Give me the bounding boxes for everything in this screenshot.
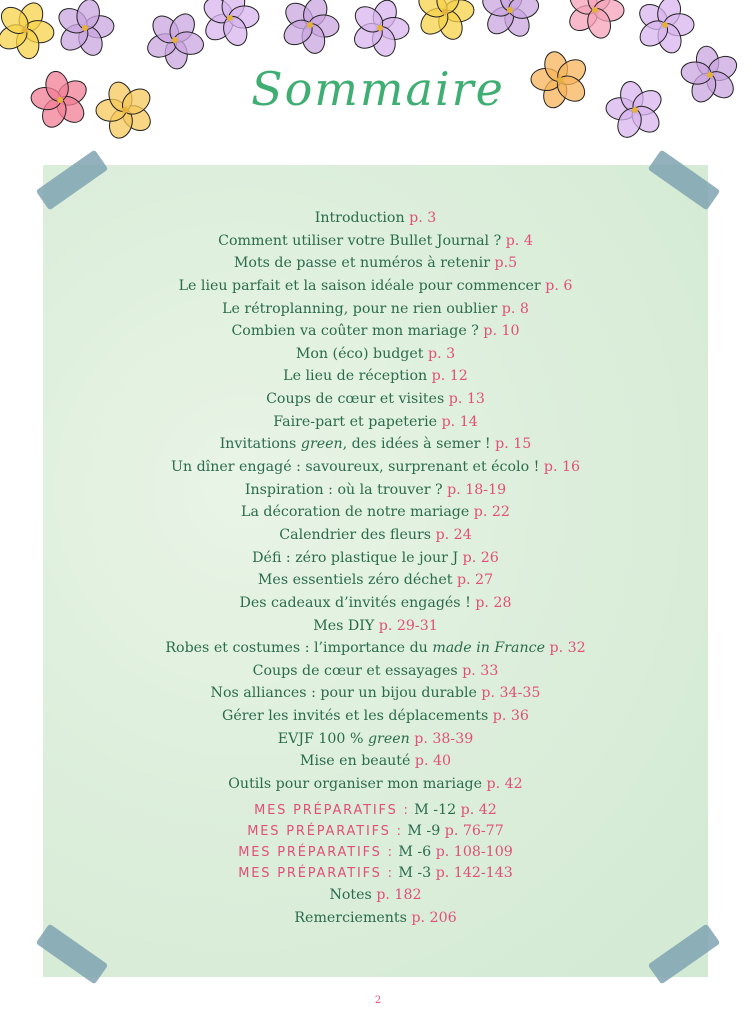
entry-title: Outils pour organiser mon mariage [228,776,483,793]
toc-entry[interactable] [43,388,708,411]
toc-entry[interactable] [43,637,708,660]
toc-entry-preparatifs[interactable] [43,821,708,842]
preparatifs-label: MES PRÉPARATIFS : [254,802,410,818]
entry-title: Calendrier des fleurs [279,526,432,543]
entry-page: p. 8 [501,300,529,317]
toc-entry[interactable] [43,728,708,751]
entry-title-rest: , des idées à semer ! [342,436,491,453]
flower-icon [635,0,694,56]
preparatifs-month: M -3 [398,865,432,882]
flower-icon [200,0,260,49]
entry-title: Mots de passe et numéros à retenir [233,255,490,272]
entry-title: Robes et costumes : l’importance du [165,640,428,657]
toc-entry[interactable] [43,907,708,930]
flower-icon [280,0,340,56]
entry-page: p. 182 [376,887,422,904]
entry-page: p.5 [494,255,518,272]
toc-entry[interactable] [43,569,708,592]
entry-page: p. 18-19 [447,481,507,498]
toc-entry-preparatifs[interactable] [43,842,708,863]
entry-title: Combien va coûter mon mariage ? [231,323,479,340]
entry-title: Le lieu parfait et la saison idéale pour commencer [178,277,541,294]
entry-page: p. 24 [435,526,472,543]
flower-icon [350,0,410,59]
entry-page: p. 108-109 [435,844,513,861]
entry-title-italic: green [300,436,343,453]
entry-title: Inspiration : où la trouver ? [244,481,443,498]
toc-entry[interactable] [43,433,708,456]
flower-icon [565,0,624,41]
toc-entry[interactable] [43,773,708,796]
toc-entry[interactable] [43,298,708,321]
toc-entry[interactable] [43,479,708,502]
entry-title: Coups de cœur et essayages [252,662,458,679]
entry-page: p. 22 [473,504,510,521]
entry-page: p. 206 [411,910,457,927]
preparatifs-label: MES PRÉPARATIFS : [238,845,394,861]
entry-page: p. 34-35 [481,685,541,702]
entry-title: Mes essentiels zéro déchet [257,572,453,589]
entry-title: Remerciements [294,910,407,927]
toc-entry-preparatifs[interactable] [43,863,708,884]
toc-entry[interactable] [43,456,708,479]
flower-icon [479,0,541,41]
entry-page: p. 16 [543,459,581,476]
entry-title: Coups de cœur et visites [266,391,445,408]
entry-page: p. 3 [409,210,437,226]
flower-icon [54,0,114,59]
entry-page: p. 28 [475,594,512,611]
toc-entry[interactable] [43,320,708,343]
entry-title: Notes [329,887,372,904]
entry-page: p. 142-143 [435,865,513,882]
preparatifs-month: M -9 [407,822,441,839]
toc-entry[interactable] [43,524,708,547]
table-of-contents [43,207,708,930]
toc-entry[interactable] [43,615,708,638]
toc-entry[interactable] [43,501,708,524]
toc-entry[interactable] [43,230,708,253]
entry-title: EVJF 100 % [277,730,364,747]
flower-icon [144,9,206,69]
entry-page: p. 6 [545,277,573,294]
toc-entry[interactable] [43,705,708,728]
entry-page: p. 36 [492,708,529,725]
toc-entry[interactable] [43,275,708,298]
entry-title-italic: green [367,730,410,747]
entry-title: Gérer les invités et les déplacements [222,708,489,725]
preparatifs-month: M -12 [414,801,457,818]
entry-title: Nos alliances : pour un bijou durable [210,685,477,702]
toc-entry[interactable] [43,252,708,275]
entry-page: p. 76-77 [444,822,504,839]
entry-title: Défi : zéro plastique le jour J [252,549,459,566]
entry-page: p. 14 [441,413,478,430]
entry-title: Mes DIY [313,617,375,634]
entry-page: p. 32 [549,640,586,657]
toc-entry[interactable] [43,411,708,434]
preparatifs-label: MES PRÉPARATIFS : [238,866,394,882]
toc-entry[interactable] [43,660,708,683]
entry-title-italic: made in France [432,640,545,657]
toc-entry[interactable] [43,365,708,388]
entry-page: p. 10 [483,323,520,340]
entry-page: p. 4 [505,232,533,249]
entry-title: Un dîner engagé : savoureux, surprenant et écolo ! [170,459,540,476]
entry-page: p. 3 [428,345,456,362]
entry-title: Des cadeaux d’invités engagés ! [239,594,471,611]
entry-title: Mise en beauté [299,753,411,770]
toc-entry[interactable] [43,750,708,773]
entry-page: p. 15 [495,436,532,453]
entry-title: Faire-part et papeterie [273,413,438,430]
entry-title: Introduction [314,210,405,226]
flower-icon [414,0,474,43]
entry-title: La décoration de notre mariage [241,504,470,521]
toc-entry[interactable] [43,343,708,366]
entry-page: p. 13 [448,391,485,408]
entry-page: p. 40 [414,753,452,770]
entry-page: p. 29-31 [378,617,438,634]
entry-page: p. 26 [462,549,499,566]
entry-page: p. 33 [462,662,499,679]
toc-entry[interactable] [43,682,708,705]
entry-page: p. 38-39 [414,730,474,747]
entry-title: Comment utiliser votre Bullet Journal ? [218,232,502,249]
entry-title: Invitations [219,436,297,453]
flower-icon [0,0,55,61]
entry-title: Le rétroplanning, pour ne rien oublier [222,300,498,317]
toc-entry-preparatifs[interactable] [43,800,708,821]
preparatifs-month: M -6 [398,844,432,861]
toc-entry[interactable] [43,884,708,907]
entry-page: p. 42 [460,801,497,818]
page-number: 2 [374,995,382,1006]
toc-entry[interactable] [43,547,708,570]
entry-title: Le lieu de réception [283,368,428,385]
entry-title: Mon (éco) budget [295,345,424,362]
entry-page: p. 42 [486,776,523,793]
entry-page: p. 12 [431,368,468,385]
preparatifs-label: MES PRÉPARATIFS : [247,823,403,839]
entry-page: p. 27 [456,572,494,589]
toc-entry[interactable] [43,592,708,615]
page-title: Sommaire [251,62,505,116]
toc-entry[interactable] [43,207,708,230]
